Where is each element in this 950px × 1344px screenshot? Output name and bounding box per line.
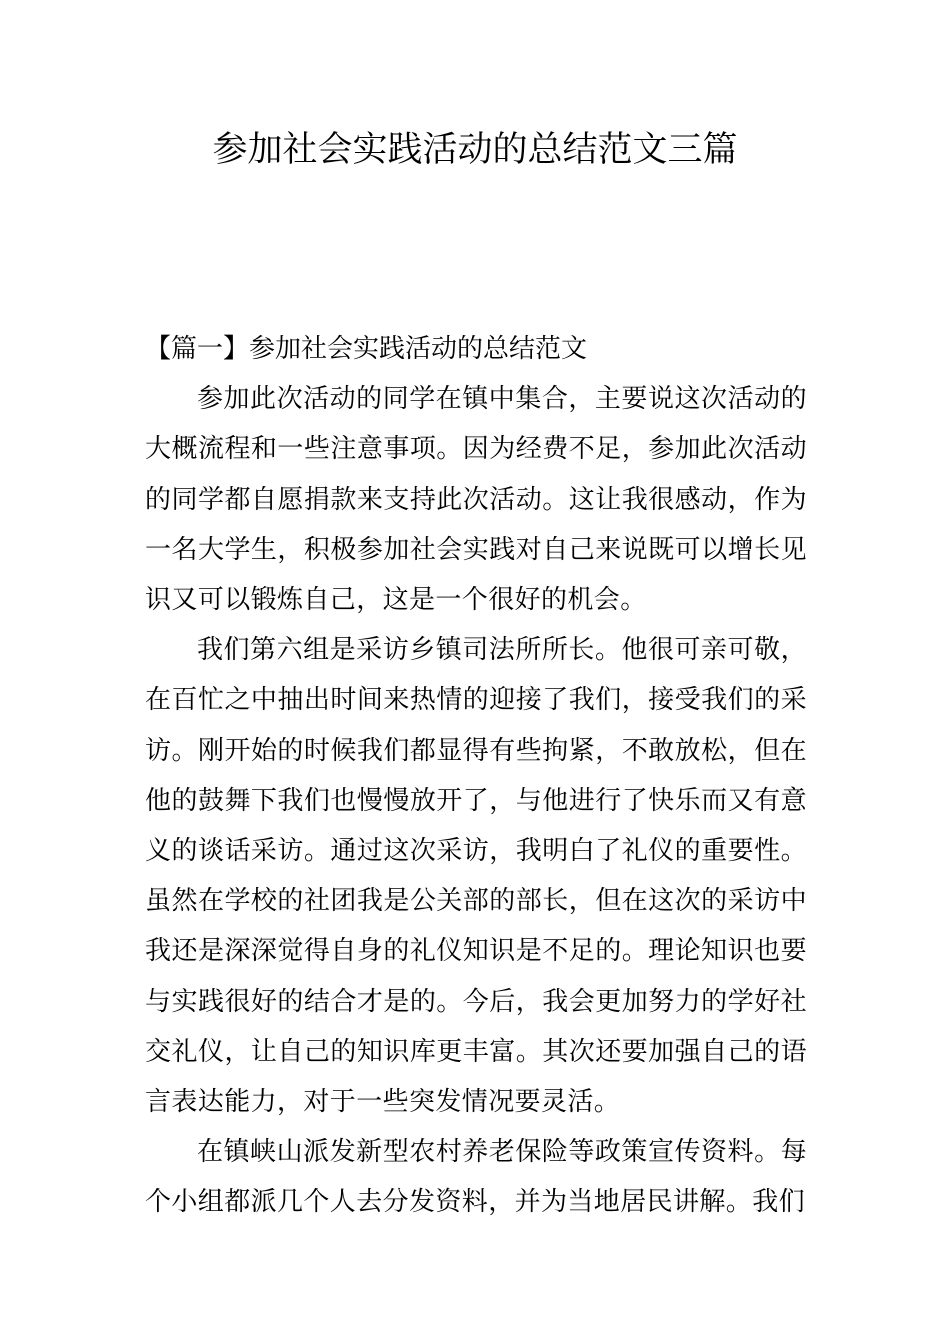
paragraph-3: 在镇峡山派发新型农村养老保险等政策宣传资料。每个小组都派几个人去分发资料，并为当地居民讲解。我们 [145,1137,807,1218]
section-heading: 【篇一】参加社会实践活动的总结范文 [145,334,588,364]
paragraph-2: 我们第六组是采访乡镇司法所所长。他很可亲可敬，在百忙之中抽出时间来热情的迎接了我们，接受我们的采访。刚开始的时候我们都显得有些拘紧，不敢放松，但在他的鼓舞下我们也慢慢放开了，与他进行了快乐而又有意义的谈话采访。通过这次采访，我明白了礼仪的重要性。虽然在学校的社团我是公关部的部长，但在这次的采访中我还是深深觉得自身的礼仪知识是不足的。理论知识也要与实践很好的结合才是的。今后，我会更加努力的学好社交礼仪，让自己的知识库更丰富。其次还要加强自己的语言表达能力，对于一些突发情况要灵活。 [145,635,807,1118]
paragraph-1: 参加此次活动的同学在镇中集合，主要说这次活动的大概流程和一些注意事项。因为经费不足，参加此次活动的同学都自愿捐款来支持此次活动。这让我很感动，作为一名大学生，积极参加社会实践对自己来说既可以增长见识又可以锻炼自己，这是一个很好的机会。 [145,384,807,616]
document-body [145,324,807,1228]
document-title: 参加社会实践活动的总结范文三篇 [212,130,738,170]
